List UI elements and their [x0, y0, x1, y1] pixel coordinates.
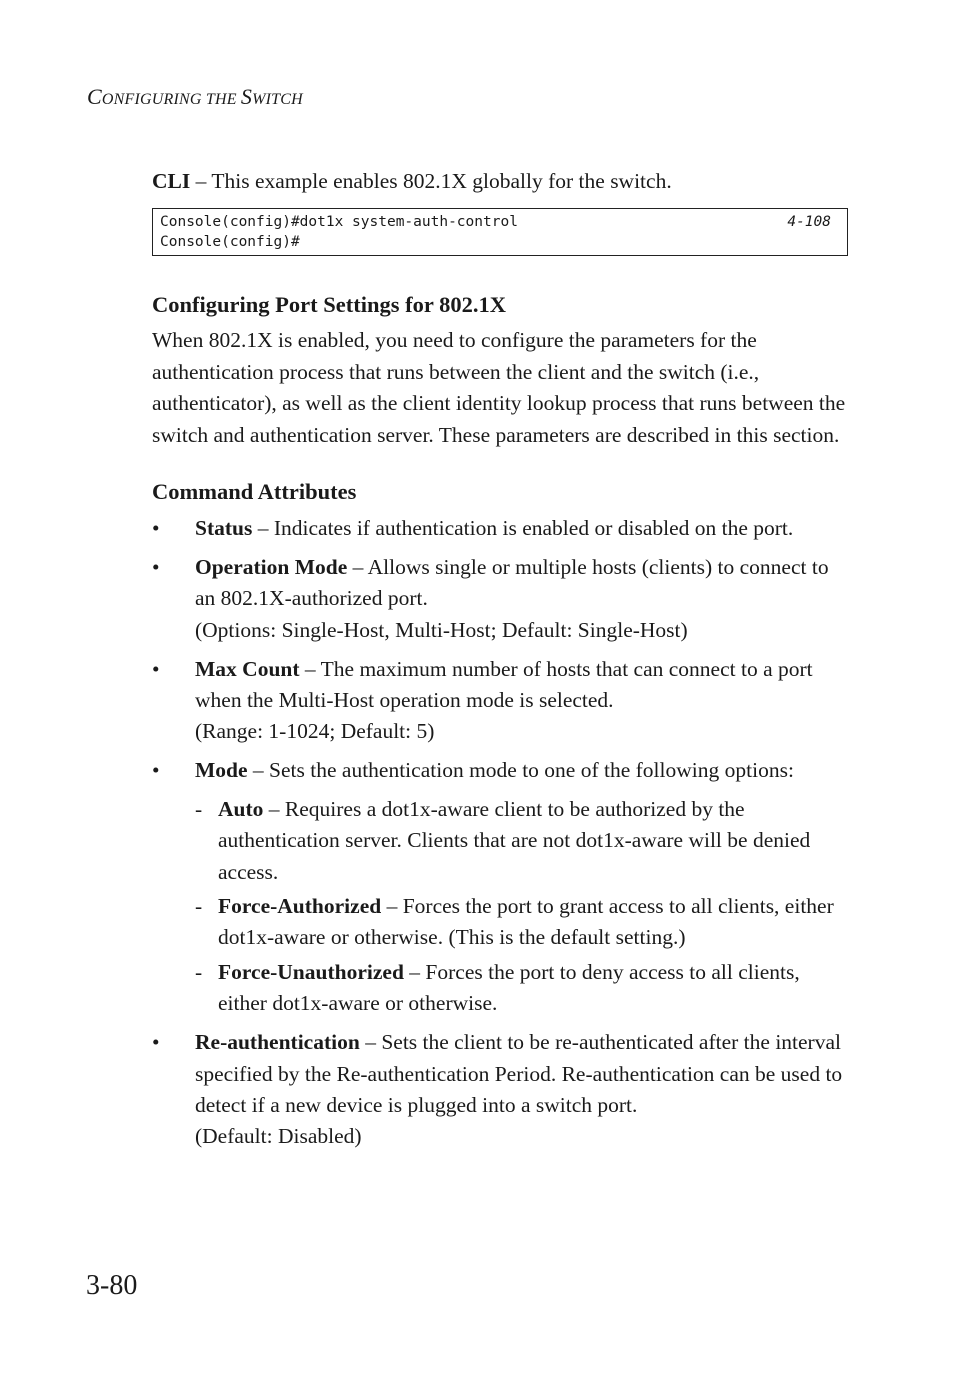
attribute-item-operation-mode — [152, 552, 848, 646]
bullet-icon: • — [152, 656, 160, 681]
attribute-note: (Options: Single-Host, Multi-Host; Default: Single-Host) — [195, 617, 688, 642]
bullet-icon: • — [152, 516, 160, 541]
attribute-note: (Default: Disabled) — [195, 1124, 362, 1149]
dash-icon: - — [195, 959, 203, 984]
running-header-cap-c: C — [87, 84, 102, 109]
attribute-desc: – Allows single or multiple hosts (clients) to connect to an 802.1X-authorized port. — [195, 554, 829, 611]
mode-option-term: Force-Authorized — [218, 894, 382, 918]
bullet-icon: • — [152, 554, 160, 579]
mode-option-auto — [195, 794, 848, 888]
attribute-term: Mode — [195, 758, 248, 783]
attribute-list — [152, 513, 848, 1153]
running-header-cap-s: S — [240, 84, 253, 109]
running-header-text-1: ONFIGURING THE — [101, 91, 241, 108]
attribute-item-mode — [152, 755, 848, 1019]
code-line-1: Console(config)#dot1x system-auth-control — [160, 214, 518, 231]
cli-label: CLI — [152, 169, 191, 193]
attribute-desc: – The maximum number of hosts that can connect to a port when the Multi-Host operation mode is selected. — [195, 656, 813, 713]
attribute-desc: – Sets the client to be re-authenticated after the interval specified by the Re-authentication Period. Re-authentication can be used to detect if a new device is plugged into a switch port. — [195, 1030, 843, 1117]
page-content — [152, 166, 848, 1160]
mode-option-desc: – Forces the port to deny access to all clients, either dot1x-aware or otherwise. — [218, 959, 800, 1016]
attribute-item-max-count — [152, 654, 848, 748]
attribute-desc: – Indicates if authentication is enabled or disabled on the port. — [252, 516, 794, 541]
section-intro: When 802.1X is enabled, you need to configure the parameters for the authentication process that runs between the client and the switch (i.e., authenticator), as well as the client identity lookup process that runs between the switch and authentication server. These parameters are described in this section. — [152, 328, 846, 447]
mode-option-list — [195, 794, 848, 1020]
attribute-term: Re-authentication — [195, 1030, 360, 1055]
mode-option-term: Force-Unauthorized — [218, 959, 404, 984]
mode-option-force-unauthorized — [195, 957, 848, 1020]
cli-text: – This example enables 802.1X globally for the switch. — [190, 169, 672, 193]
running-header — [87, 84, 303, 110]
code-line-2: Console(config)# — [160, 234, 300, 251]
mode-option-desc: – Forces the port to grant access to all clients, either dot1x-aware or otherwise. (This is the default setting.) — [218, 894, 834, 950]
attributes-title: Command Attributes — [152, 479, 357, 505]
page-number: 3-80 — [86, 1270, 138, 1301]
attribute-item-status — [152, 513, 848, 544]
attribute-desc: – Sets the authentication mode to one of the following options: — [247, 758, 794, 783]
running-header-text-2: WITCH — [252, 91, 303, 108]
bullet-icon: • — [152, 758, 160, 783]
mode-option-force-authorized — [195, 891, 848, 954]
attribute-term: Max Count — [195, 656, 300, 681]
mode-option-desc: – Requires a dot1x-aware client to be authorized by the authentication server. Clients that are not dot1x-aware will be denied access. — [218, 796, 811, 884]
dash-icon: - — [195, 796, 203, 821]
mode-option-term: Auto — [218, 796, 264, 821]
attribute-item-re-authentication — [152, 1027, 848, 1153]
attribute-term: Operation Mode — [195, 554, 348, 579]
dash-icon: - — [195, 894, 203, 918]
attribute-note: (Range: 1-1024; Default: 5) — [195, 719, 435, 744]
code-line-1-reference: 4-108 — [787, 214, 831, 231]
bullet-icon: • — [152, 1030, 160, 1055]
section-title: Configuring Port Settings for 802.1X — [152, 292, 506, 318]
cli-intro — [152, 166, 848, 197]
attribute-term: Status — [195, 516, 253, 541]
code-block — [152, 208, 848, 256]
